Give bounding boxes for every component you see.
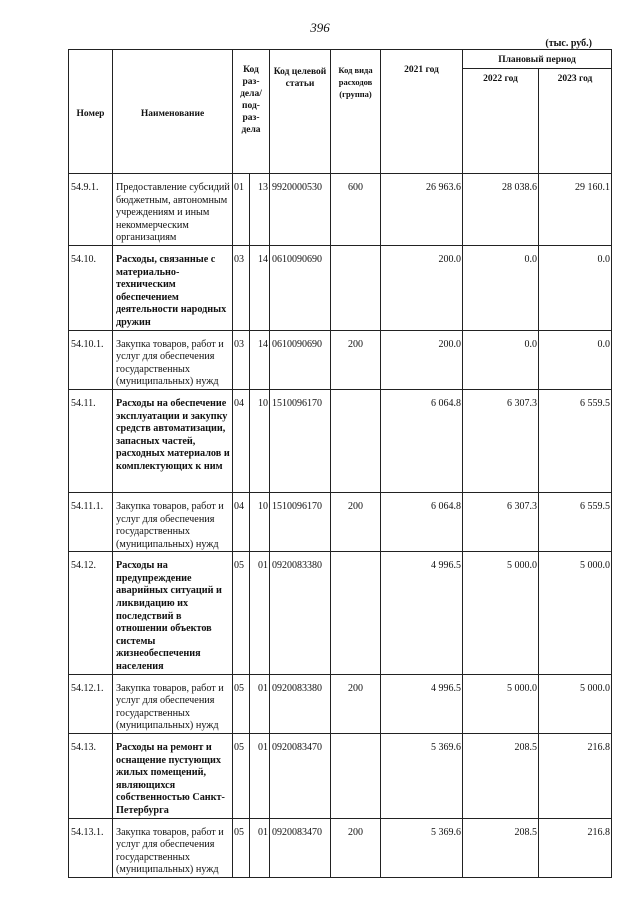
header-plan-period: Плановый период: [463, 50, 612, 69]
row-value-2021: 200.0: [381, 245, 463, 330]
row-value-2022: 6 307.3: [463, 389, 539, 492]
row-value-2023: 5 000.0: [539, 552, 612, 674]
row-target-code: 1510096170: [270, 389, 331, 492]
row-value-2023: 216.8: [539, 818, 612, 877]
row-number: 54.11.1.: [69, 492, 113, 551]
row-expense-type: [331, 552, 381, 674]
row-expense-type: 200: [331, 330, 381, 389]
row-number: 54.10.: [69, 245, 113, 330]
row-expense-type: 200: [331, 674, 381, 733]
row-section: 05: [233, 674, 250, 733]
header-year-2023: 2023 год: [539, 69, 612, 174]
table-row: [69, 552, 612, 674]
row-section: 04: [233, 389, 250, 492]
row-section: 05: [233, 818, 250, 877]
row-number: 54.12.1.: [69, 674, 113, 733]
row-expense-type: 600: [331, 174, 381, 246]
row-section: 03: [233, 245, 250, 330]
row-value-2023: 0.0: [539, 245, 612, 330]
row-name: Расходы, связанные с материально-техническим обеспечением деятельности народных дружин: [113, 245, 233, 330]
row-target-code: 1510096170: [270, 492, 331, 551]
row-value-2023: 0.0: [539, 330, 612, 389]
row-number: 54.13.: [69, 734, 113, 819]
header-number: Номер: [69, 50, 113, 174]
row-target-code: 0920083380: [270, 674, 331, 733]
header-name: Наименование: [113, 50, 233, 174]
row-section: 01: [233, 174, 250, 246]
row-subsection: 14: [250, 330, 270, 389]
row-value-2022: 6 307.3: [463, 492, 539, 551]
row-section: 03: [233, 330, 250, 389]
row-value-2022: 0.0: [463, 245, 539, 330]
row-number: 54.11.: [69, 389, 113, 492]
row-target-code: 0920083470: [270, 818, 331, 877]
row-name: Закупка товаров, работ и услуг для обеспечения государственных (муниципальных) нужд: [113, 818, 233, 877]
row-value-2022: 5 000.0: [463, 674, 539, 733]
row-value-2023: 6 559.5: [539, 492, 612, 551]
row-subsection: 14: [250, 245, 270, 330]
row-subsection: 01: [250, 674, 270, 733]
row-value-2021: 200.0: [381, 330, 463, 389]
row-subsection: 01: [250, 818, 270, 877]
row-number: 54.12.: [69, 552, 113, 674]
row-name: Расходы на обеспечение эксплуатации и закупку средств автоматизации, запасных частей, расходных материалов и комплектующих к ним: [113, 389, 233, 492]
row-value-2022: 208.5: [463, 818, 539, 877]
row-target-code: 9920000530: [270, 174, 331, 246]
row-value-2023: 29 160.1: [539, 174, 612, 246]
row-name: Расходы на ремонт и оснащение пустующих жилых помещений, являющихся собственностью Санкт-Петербурга: [113, 734, 233, 819]
page-number: 396: [310, 20, 330, 35]
row-subsection: 10: [250, 389, 270, 492]
row-value-2021: 4 996.5: [381, 552, 463, 674]
row-target-code: 0920083470: [270, 734, 331, 819]
row-value-2022: 0.0: [463, 330, 539, 389]
header-section-code: Код раз-дела/ под-раз-дела: [233, 50, 270, 174]
row-number: 54.9.1.: [69, 174, 113, 246]
row-value-2022: 28 038.6: [463, 174, 539, 246]
units-label: (тыс. руб.): [545, 38, 592, 49]
row-value-2021: 5 369.6: [381, 818, 463, 877]
row-section: 05: [233, 734, 250, 819]
table-row: [69, 492, 612, 551]
row-expense-type: 200: [331, 492, 381, 551]
table-row: [69, 734, 612, 819]
row-value-2021: 6 064.8: [381, 389, 463, 492]
row-target-code: 0610090690: [270, 330, 331, 389]
table-row: [69, 245, 612, 330]
table-row: [69, 330, 612, 389]
table-row: [69, 174, 612, 246]
row-number: 54.10.1.: [69, 330, 113, 389]
row-value-2022: 208.5: [463, 734, 539, 819]
table-row: [69, 674, 612, 733]
table-row: [69, 389, 612, 492]
row-value-2023: 6 559.5: [539, 389, 612, 492]
row-name: Предоставление субсидий бюджетным, автономным учреждениям и иным некоммерческим организациям: [113, 174, 233, 246]
row-expense-type: 200: [331, 818, 381, 877]
header-year-2022: 2022 год: [463, 69, 539, 174]
row-number: 54.13.1.: [69, 818, 113, 877]
row-subsection: 01: [250, 552, 270, 674]
row-subsection: 01: [250, 734, 270, 819]
row-section: 05: [233, 552, 250, 674]
header-expense-type: Код вида расходов (группа): [331, 50, 381, 174]
row-value-2021: 6 064.8: [381, 492, 463, 551]
row-value-2022: 5 000.0: [463, 552, 539, 674]
row-expense-type: [331, 734, 381, 819]
row-value-2023: 216.8: [539, 734, 612, 819]
header-target-code: Код целевой статьи: [270, 50, 331, 174]
header-year-2021: 2021 год: [381, 50, 463, 174]
row-value-2021: 26 963.6: [381, 174, 463, 246]
row-expense-type: [331, 389, 381, 492]
row-value-2021: 4 996.5: [381, 674, 463, 733]
row-value-2023: 5 000.0: [539, 674, 612, 733]
budget-table: [68, 49, 612, 878]
row-name: Расходы на предупреждение аварийных ситуаций и ликвидацию их последствий в отношении объектов системы жизнеобеспечения населения: [113, 552, 233, 674]
row-value-2021: 5 369.6: [381, 734, 463, 819]
row-name: Закупка товаров, работ и услуг для обеспечения государственных (муниципальных) нужд: [113, 674, 233, 733]
table-row: [69, 818, 612, 877]
row-subsection: 13: [250, 174, 270, 246]
row-expense-type: [331, 245, 381, 330]
row-name: Закупка товаров, работ и услуг для обеспечения государственных (муниципальных) нужд: [113, 492, 233, 551]
row-target-code: 0920083380: [270, 552, 331, 674]
row-name: Закупка товаров, работ и услуг для обеспечения государственных (муниципальных) нужд: [113, 330, 233, 389]
row-target-code: 0610090690: [270, 245, 331, 330]
row-section: 04: [233, 492, 250, 551]
row-subsection: 10: [250, 492, 270, 551]
